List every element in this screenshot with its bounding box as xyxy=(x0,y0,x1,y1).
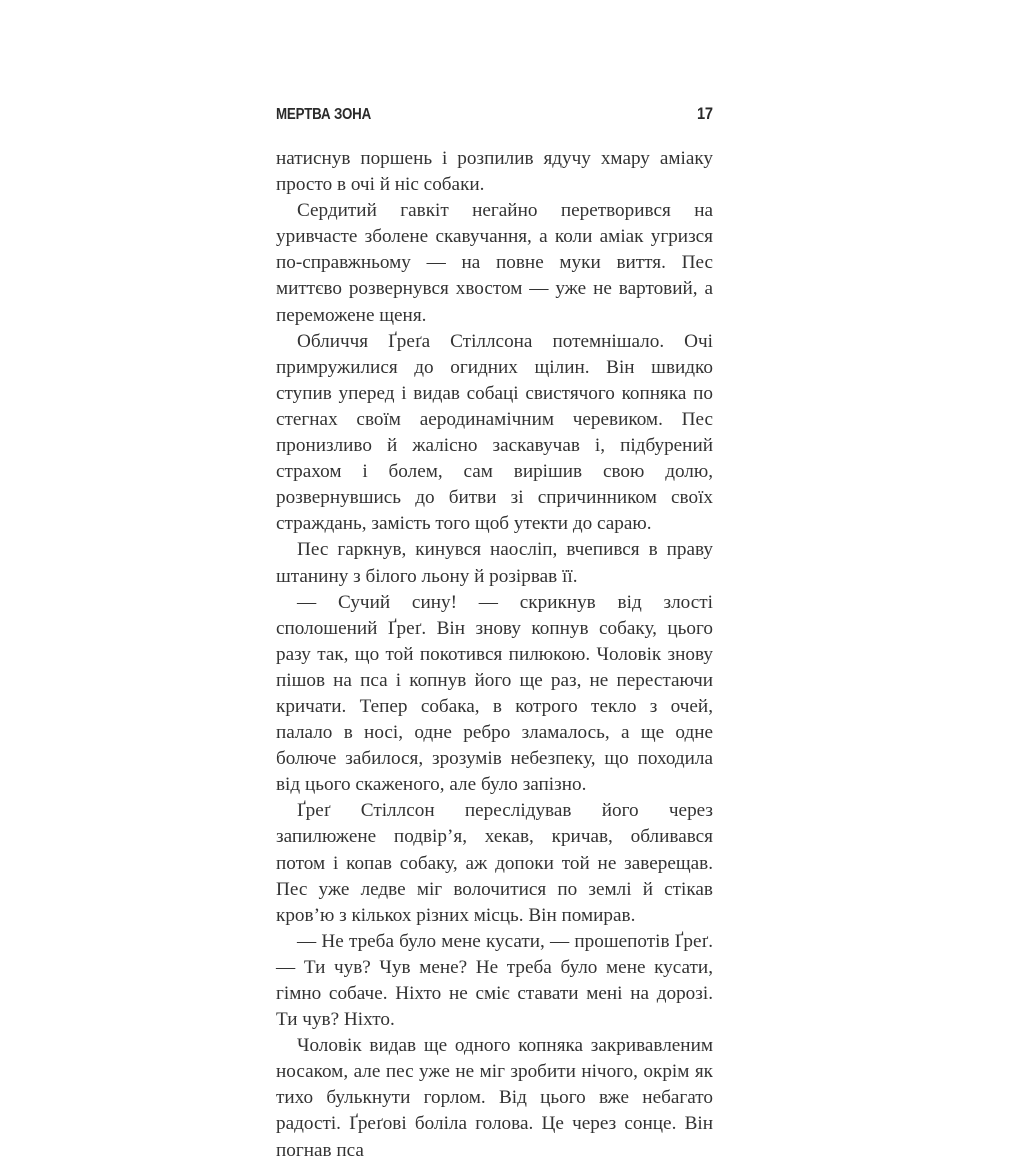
page-number: 17 xyxy=(696,104,713,123)
paragraph: Сердитий гавкіт негайно перетворився на уривчасте зболене скавучання, а коли аміак угризся по-справжньому — на повне муки виття. Пес миттєво розвернувся хвостом — уже не вартовий, а переможене щеня. xyxy=(276,200,713,326)
paragraph: Обличчя Ґреґа Стіллсона потемнішало. Очі примружилися до огидних щілин. Він швидко ступив уперед і видав собаці свистячого копняка по стегнах своїм аеродинамічним черевиком. Пес пронизливо й жалісно заскавучав і, підбурений страхом і болем, сам вирішив свою долю, розвернувшись до битви зі спричинником своїх страждань, замість того щоб утекти до сараю. xyxy=(276,330,713,535)
paragraph: Чоловік видав ще одного копняка закривавленим носаком, але пес уже не міг зробити нічого, окрім як тихо булькнути горлом. Від цього вже небагато радості. Ґреґові боліла голова. Це через сонце. Він погнав пса xyxy=(276,1035,713,1161)
book-page xyxy=(276,104,713,1164)
paragraph: Пес гаркнув, кинувся наосліп, вчепився в праву штанину з білого льону й розірвав її. xyxy=(276,539,713,587)
running-head xyxy=(276,104,713,126)
body-text xyxy=(276,146,713,1164)
book-title: МЕРТВА ЗОНА xyxy=(276,106,372,123)
paragraph-dialogue: — Не треба було мене кусати, — прошепотів Ґреґ. — Ти чув? Чув мене? Не треба було мене кусати, гімно собаче. Ніхто не сміє ставати мені на дорозі. Ти чув? Ніхто. xyxy=(276,930,713,1031)
paragraph: Ґреґ Стіллсон переслідував його через запилюжене подвір’я, хекав, кричав, обливався потом і копав собаку, аж допоки той не заверещав. Пес уже ледве міг волочитися по землі й стікав кров’ю з кількох різних місць. Він помирав. xyxy=(276,800,713,926)
paragraph-continuation: натиснув поршень і розпилив ядучу хмару аміаку просто в очі й ніс собаки. xyxy=(276,148,713,196)
paragraph-dialogue: — Сучий сину! — скрикнув від злості сполошений Ґреґ. Він знову копнув собаку, цього разу так, що той покотився пилюкою. Чоловік знову пішов на пса і копнув його ще раз, не перестаючи кричати. Тепер собака, в котрого текло з очей, палало в носі, одне ребро зламалось, а ще одне болюче забилося, зрозумів небезпеку, що походила від цього скаженого, але було запізно. xyxy=(276,591,713,796)
